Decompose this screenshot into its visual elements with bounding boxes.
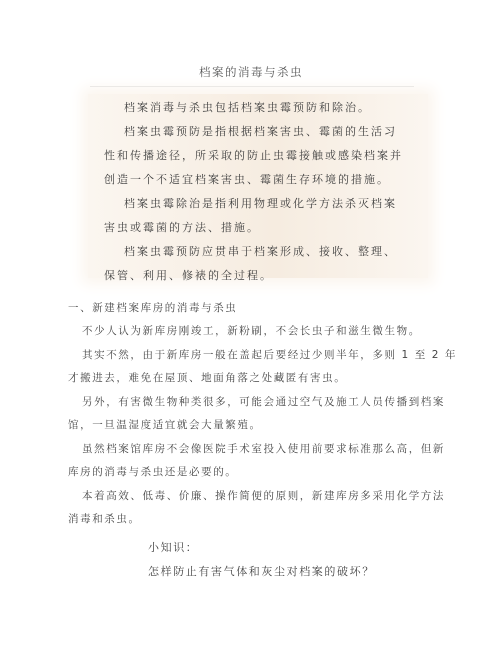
intro-line: 档案虫霉预防应贯串于档案形成、接收、整理、: [124, 245, 397, 258]
page-title: 档案的消毒与杀虫: [199, 65, 303, 79]
body-line: 库房的消毒与杀虫还是必要的。: [68, 466, 238, 478]
section-heading: 一、新建档案库房的消毒与杀虫: [68, 302, 238, 314]
intro-line: 保管、利用、修裱的全过程。: [104, 269, 273, 282]
body-line: 另外，有害微生物种类很多，可能会通过空气及施工人员传播到档案: [82, 396, 445, 408]
intro-line: 创造一个不适宜档案害虫、霉菌生存环境的措施。: [104, 173, 390, 186]
body-line: 馆，一旦温湿度适宜就会大量繁殖。: [68, 419, 262, 431]
tip-label: 小知识：: [148, 541, 199, 554]
body-line: 消毒和杀虫。: [68, 513, 141, 525]
body-line: 本着高效、低毒、价廉、操作简便的原则，新建库房多采用化学方法: [82, 490, 445, 502]
intro-line: 档案消毒与杀虫包括档案虫霉预防和除治。: [124, 101, 371, 114]
intro-line: 害虫或霉菌的方法、措施。: [104, 221, 260, 234]
intro-line: 性和传播途径，所采取的防止虫霉接触或感染档案并: [104, 149, 403, 162]
intro-line: 档案虫霉预防是指根据档案害虫、霉菌的生活习: [124, 125, 397, 138]
title-divider: [90, 86, 414, 87]
tip-question: 怎样防止有害气体和灰尘对档案的破坏？: [148, 565, 375, 578]
body-line: 才搬进去，难免在屋顶、地面角落之处藏匿有害虫。: [68, 372, 347, 384]
intro-line: 档案虫霉除治是指利用物理或化学方法杀灭档案: [124, 197, 397, 210]
body-line: 虽然档案馆库房不会像医院手术室投入使用前要求标准那么高，但新: [82, 443, 445, 455]
body-line: 其实不然，由于新库房一般在盖起后要经过少则半年，多则 1 至 2 年: [82, 349, 458, 361]
body-line: 不少人认为新库房刚竣工，新粉刷，不会长虫子和滋生微生物。: [82, 325, 421, 337]
